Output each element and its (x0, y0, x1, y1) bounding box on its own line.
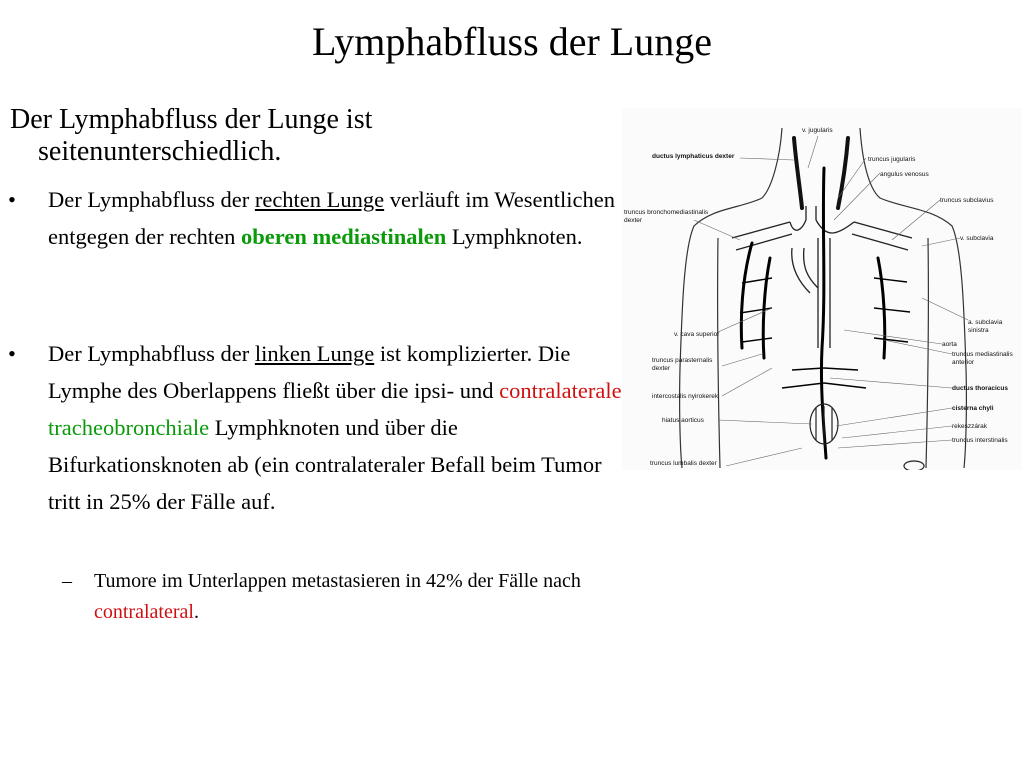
text-run: Der Lymphabfluss der (48, 341, 255, 366)
lymph-anatomy-figure (622, 108, 1022, 470)
label-truncus-jugularis: truncus jugularis (868, 156, 916, 163)
lead-line-2: seitenunterschiedlich. (38, 136, 282, 167)
slide-title: Lymphabfluss der Lunge (312, 19, 712, 64)
label-truncus-parasternalis-2: dexter (652, 365, 671, 372)
label-truncus-bronchomediastinalis: truncus bronchomediastinalis (624, 209, 709, 216)
bullet-symbol: • (8, 341, 16, 366)
label-angulus-venosus: angulus venosus (880, 171, 929, 178)
bullet-left-lung (8, 335, 633, 560)
label-truncus-interstinalis: truncus interstinalis (952, 437, 1008, 444)
lymph-anatomy-drawing (622, 108, 1022, 470)
label-aorta: aorta (942, 341, 957, 348)
text-run: . (193, 601, 199, 623)
sub-bullet-symbol: – (62, 570, 72, 592)
label-a-subclavia: a. subclavia (968, 319, 1003, 326)
bullet-right-lung (8, 181, 633, 296)
text-run: Lymphknoten. (446, 224, 583, 249)
label-ductus-lymphaticus: ductus lymphaticus dexter (652, 153, 735, 160)
label-rekeszzarak: rekeszzárak (952, 423, 988, 430)
label-hiatus-aorticus: hiatus aorticus (662, 417, 704, 424)
label-cisterna-chyli: cisterna chyli (952, 405, 994, 412)
sub-bullet-lower-lobe (62, 566, 622, 632)
text-run-green: oberen mediastinalen (241, 224, 447, 249)
label-truncus-mediastinalis-2: anterior (952, 359, 975, 366)
text-run-red: contralaterale (499, 378, 622, 403)
text-run: verläuft im Wesentlichen entgegen der rechten (48, 187, 615, 249)
label-truncus-mediastinalis: truncus mediastinalis (952, 351, 1013, 358)
text-run: Der Lymphabfluss der (48, 187, 255, 212)
label-truncus-parasternalis: truncus parasternalis (652, 357, 713, 364)
label-ductus-thoracicus: ductus thoracicus (952, 385, 1008, 392)
label-truncus-subclavius: truncus subclavius (940, 197, 994, 204)
lead-line-1: Der Lymphabfluss der Lunge ist (10, 104, 373, 135)
sub-bullet-text (94, 566, 622, 628)
text-run-green: tracheobronchiale (48, 415, 210, 440)
bullet-symbol: • (8, 187, 16, 212)
bullet-text (48, 335, 633, 520)
text-run: Tumore im Unterlappen metastasieren in 42% der Fälle nach (94, 570, 581, 592)
label-v-cava-superior: v. cava superior (674, 331, 720, 338)
text-run: Lymphknoten und über die Bifurkationsknoten ab (ein contralateraler Befall beim Tumor tritt in 25% der Fälle auf. (48, 415, 602, 514)
label-v-subclavia: v. subclavia (960, 235, 994, 242)
label-truncus-lumbalis: truncus lumbalis dexter (650, 460, 717, 467)
text-run-red: contralateral (94, 601, 194, 623)
label-truncus-bronchomediastinalis-2: dexter (624, 217, 643, 224)
bullet-text (48, 181, 633, 255)
label-v-jugularis: v. jugularis (802, 127, 833, 134)
text-run: ist komplizierter. Die Lymphe des Oberlappens fließt über die ipsi- und (48, 341, 571, 403)
label-a-subclavia-2: sinistra (968, 327, 989, 334)
text-run-underlined: linken Lunge (254, 341, 375, 366)
label-intercostalis: intercostalis nyirokerek (652, 393, 719, 400)
lead-text (10, 104, 610, 168)
text-run-underlined: rechten Lunge (254, 187, 385, 212)
